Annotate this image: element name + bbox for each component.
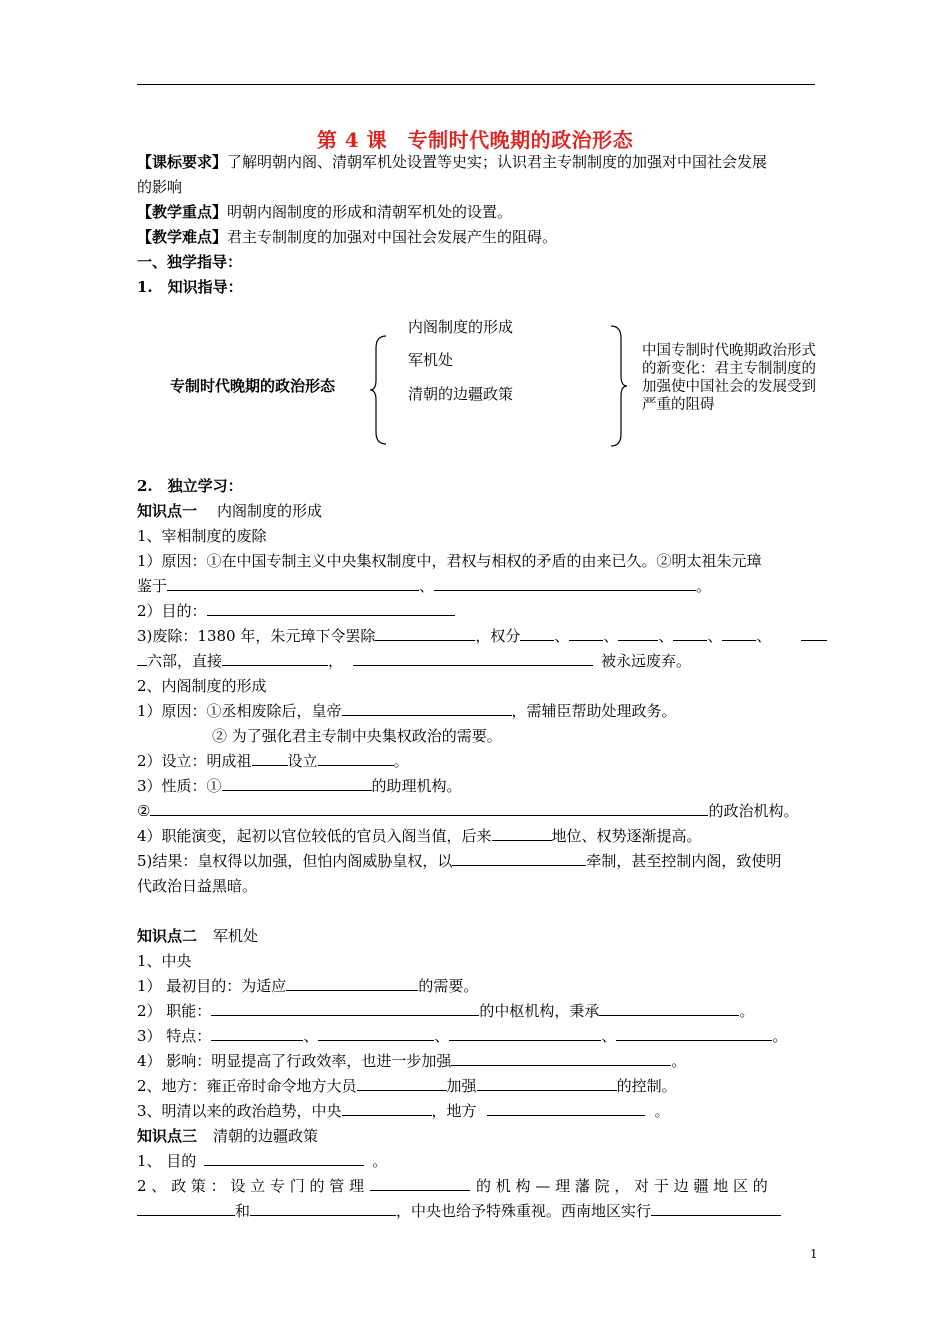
sub2-heading: 2. 独立学习： [137, 477, 243, 495]
line-l3: 鉴于 、 。 [137, 577, 712, 595]
blank[interactable] [250, 1201, 396, 1216]
line-m6: 2、地方：雍正帝时命令地方大员 加强 的控制。 [137, 1077, 677, 1095]
blank[interactable] [318, 751, 394, 766]
blank[interactable] [477, 1076, 617, 1091]
page-number: 1 [810, 1247, 818, 1261]
blank[interactable] [451, 1051, 671, 1066]
blank[interactable] [599, 1001, 739, 1016]
line-n1: 1、 目的 。 [137, 1152, 388, 1170]
line-l14: 5)结果：皇权得以加强，但怕内阁威胁皇权，以 牵制，甚至控制内阁，致使明 [137, 852, 782, 870]
kp2-heading [137, 926, 258, 946]
kp1-label: 知识点一 [137, 502, 198, 520]
blank[interactable] [375, 626, 475, 641]
blank[interactable] [204, 1151, 364, 1166]
line-m5: 4） 影响：明显提高了行政效率，也进一步加强 。 [137, 1052, 687, 1070]
blank[interactable] [651, 1201, 781, 1216]
line-m7: 3、明清以来的政治趋势，中央 ，地方 。 [137, 1102, 670, 1120]
blank[interactable] [211, 1026, 303, 1041]
blank[interactable] [150, 801, 708, 816]
blank[interactable] [137, 651, 147, 666]
kp1-heading [137, 501, 322, 521]
standard-line2: 的影响 [137, 178, 183, 196]
blank[interactable] [342, 701, 512, 716]
difficulty-text: 君主专制制度的加强对中国社会发展产生的阻碍。 [227, 228, 558, 246]
line-m1: 1、中央 [137, 952, 192, 970]
line-l9: ② 为了强化君主专制中央集权政治的需要。 [212, 727, 502, 745]
line-n2: 2 、 政 策 ： 设 立 专 门 的 管 理 的 机 构 — 理 藩 院 ， 对 于 边 疆 地 区 的 [137, 1177, 768, 1195]
blank[interactable] [318, 1026, 434, 1041]
line-l15: 代政治日益黑暗。 [137, 877, 258, 895]
line-l11: 3）性质：① 的助理机构。 [137, 777, 462, 795]
line-l1: 1、宰相制度的废除 [137, 527, 267, 545]
header-rule [137, 84, 815, 85]
blank[interactable] [137, 1201, 235, 1216]
line-m2: 1） 最初目的：为适应 的需要。 [137, 977, 479, 995]
blank[interactable] [211, 1001, 479, 1016]
standard-text: 了解明朝内阁、清朝军机处设置等史实；认识君主专制制度的加强对中国社会发展 [227, 153, 768, 171]
blank[interactable] [492, 826, 552, 841]
right-brace [607, 324, 629, 448]
line-m3: 2） 职能： 的中枢机构，秉承 。 [137, 1002, 755, 1020]
line-l12: ② 的政治机构。 [137, 802, 799, 820]
diagram-center-label: 专制时代晚期的政治形态 [170, 377, 336, 395]
kp3-label: 知识点三 [137, 1127, 198, 1145]
line-m4: 3） 特点： 、 、 、 。 [137, 1027, 788, 1045]
blank[interactable] [357, 1076, 447, 1091]
line-l10: 2）设立：明成祖 设立 。 [137, 752, 409, 770]
standard-line1 [137, 152, 767, 172]
blank[interactable] [673, 626, 707, 641]
line-l5: 3)废除：1380 年，朱元璋下令罢除 ，权分 、 、 、 、 、 [137, 626, 827, 646]
diagram-item-cabinet: 内阁制度的形成 [408, 318, 514, 336]
line-l7: 2、内阁制度的形成 [137, 677, 267, 695]
blank[interactable] [370, 1176, 470, 1191]
diagram-conclusion: 中国专制时代晚期政治形式的新变化：君主专制制度的加强使中国社会的发展受到严重的阻碍 [642, 343, 816, 413]
blank[interactable] [222, 776, 372, 791]
blank[interactable] [207, 601, 455, 616]
standard-tag: 【课标要求】 [137, 153, 228, 171]
blank[interactable] [801, 626, 827, 641]
blank[interactable] [286, 976, 418, 991]
diagram-item-frontier: 清朝的边疆政策 [408, 385, 514, 403]
blank[interactable] [167, 576, 419, 591]
blank[interactable] [487, 1101, 645, 1116]
focus-text: 明朝内阁制度的形成和清朝军机处的设置。 [227, 203, 513, 221]
blank[interactable] [618, 626, 658, 641]
line-l4: 2）目的： [137, 601, 455, 621]
line-l2: 1）原因：①在中国专制主义中央集权制度中，君权与相权的矛盾的由来已久。②明太祖朱元璋 [137, 552, 762, 570]
difficulty-line [137, 227, 557, 247]
line-n3: 和 ，中央也给予特殊重视。西南地区实行 [137, 1201, 781, 1221]
kp3-title: 清朝的边疆政策 [213, 1127, 319, 1145]
focus-line [137, 202, 512, 222]
diagram-item-grand-council: 军机处 [408, 351, 454, 369]
page-title: 第 4 课 专制时代晚期的政治形态 [316, 128, 634, 152]
line-l8: 1）原因：①丞相废除后，皇帝 ，需辅臣帮助处理政务。 [137, 702, 677, 720]
blank[interactable] [252, 751, 288, 766]
line-l13: 4）职能演变，起初以官位较低的官员入阁当值，后来 地位、权势逐渐提高。 [137, 827, 702, 845]
blank[interactable] [449, 1026, 601, 1041]
section1-heading: 一、独学指导： [137, 253, 243, 271]
blank[interactable] [616, 1026, 772, 1041]
left-brace [368, 334, 390, 446]
difficulty-tag: 【教学难点】 [137, 228, 228, 246]
kp2-title: 军机处 [213, 927, 259, 945]
blank[interactable] [722, 626, 756, 641]
kp1-title: 内阁制度的形成 [217, 502, 323, 520]
blank[interactable] [353, 651, 593, 666]
blank[interactable] [222, 651, 328, 666]
sub1-heading: 1. 知识指导： [137, 278, 243, 296]
kp2-label: 知识点二 [137, 927, 198, 945]
focus-tag: 【教学重点】 [137, 203, 228, 221]
blank[interactable] [520, 626, 554, 641]
line-l6: 六部，直接 ， 被永远废弃。 [137, 651, 691, 671]
kp3-heading [137, 1126, 318, 1146]
blank[interactable] [434, 576, 696, 591]
blank[interactable] [342, 1101, 432, 1116]
blank[interactable] [452, 851, 586, 866]
blank[interactable] [569, 626, 603, 641]
